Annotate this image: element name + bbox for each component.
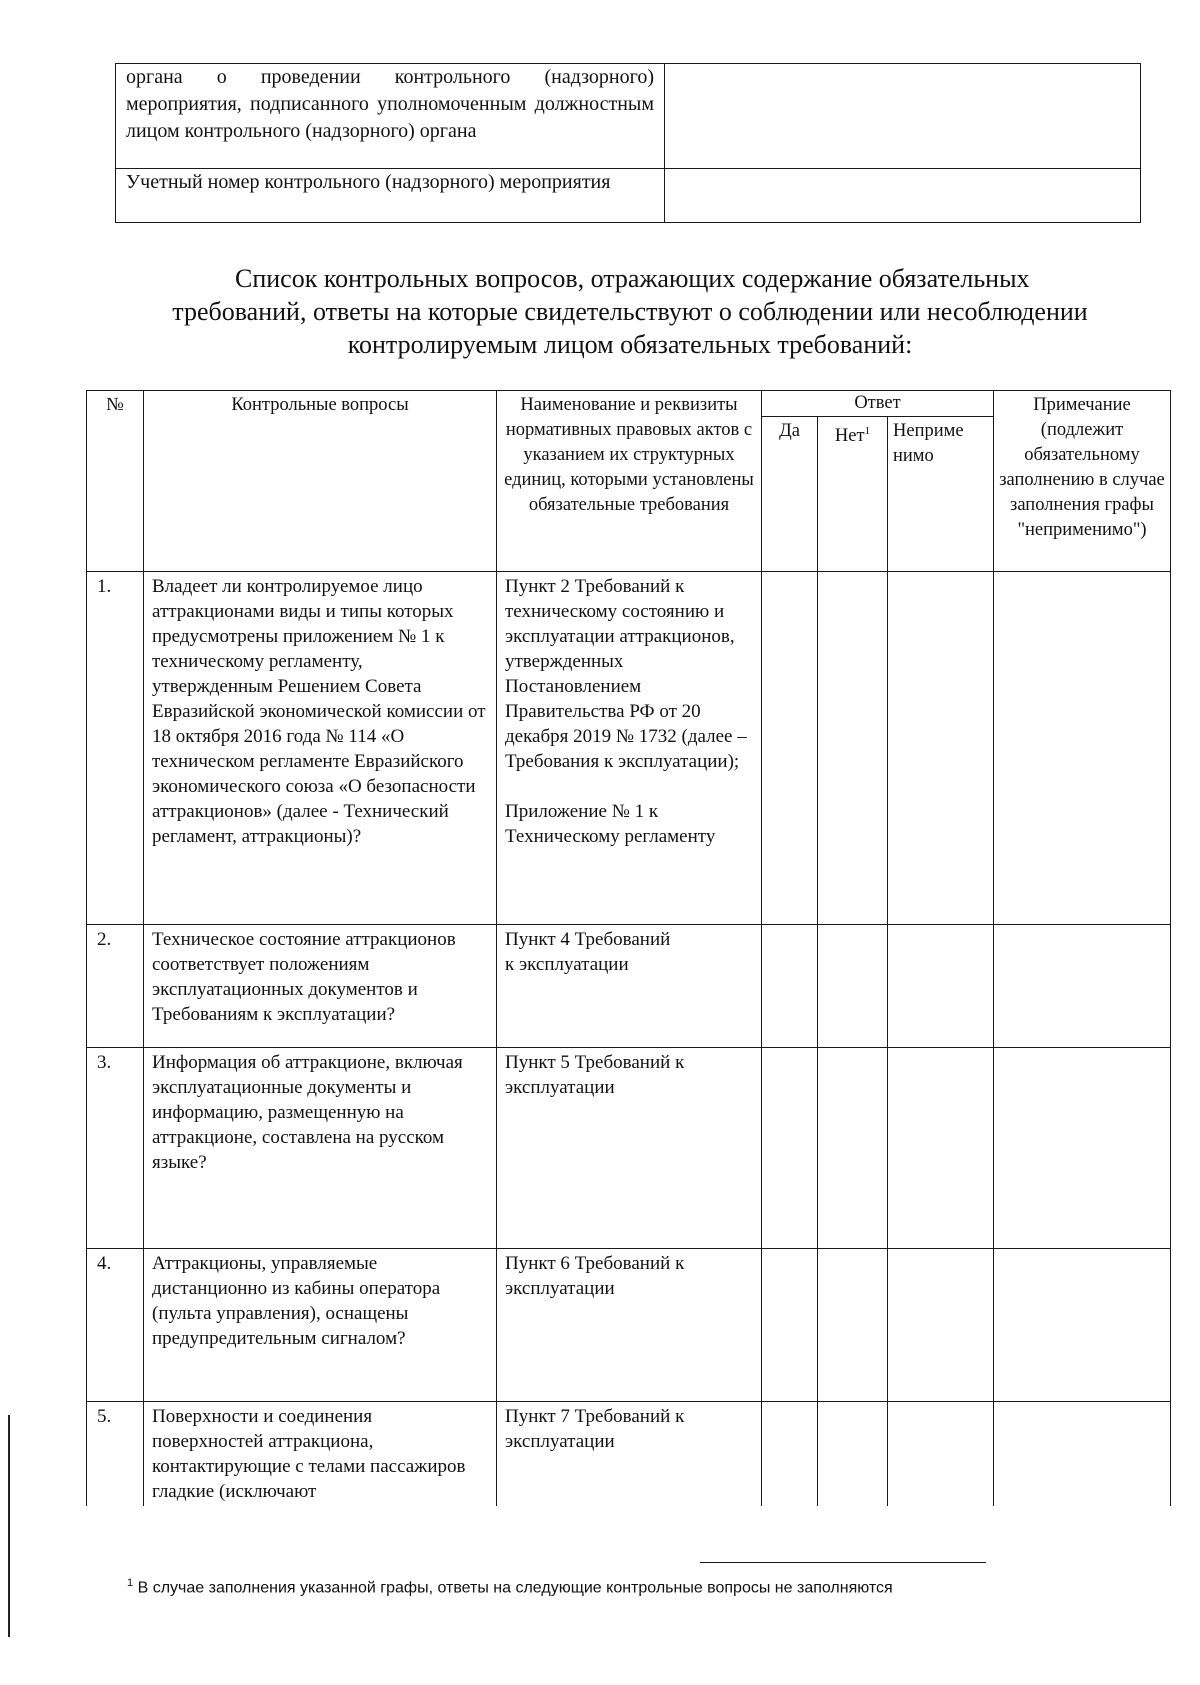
answer-na-cell[interactable] — [888, 572, 994, 925]
row-question: Информация об аттракционе, включая эксплуатационные документы и информацию, размещенную на аттракционе, составлена на русском языке? — [144, 1048, 497, 1249]
table-row — [87, 1402, 1171, 1507]
footnote-ref: 1 — [864, 425, 871, 437]
row-act-text: Пункт 2 Требований к техническому состоянию и эксплуатации аттракционов, утвержденных Постановлением Правительства РФ от 20 декабря 2019 № 1732 (далее – Требования к эксплуатации); — [505, 576, 747, 772]
heading-line: Список контрольных вопросов, отражающих содержание обязательных — [235, 264, 1030, 293]
table-row — [87, 925, 1171, 1048]
top-table-label: Учетный номер контрольного (надзорного) мероприятия — [116, 169, 665, 223]
row-question: Владеет ли контролируемое лицо аттракционами виды и типы которых предусмотрены приложением № 1 к техническому регламенту, утвержденным Решением Совета Евразийской экономической комиссии от 18 октября 2016 года № 114 «О техническом регламенте Евразийского экономического союза «О безопасности аттракционов» (далее - Технический регламент, аттракционы)? — [144, 572, 497, 925]
row-act: Пункт 7 Требований к эксплуатации — [497, 1402, 762, 1507]
footnote-mark: 1 — [127, 1577, 134, 1589]
top-table-row — [116, 64, 1141, 169]
header-acts: Наименование и реквизиты нормативных правовых актов с указанием их структурных единиц, которыми установлены обязательные требования — [497, 391, 762, 572]
table-row — [87, 1249, 1171, 1402]
note-cell[interactable] — [994, 572, 1171, 925]
row-act-text: Приложение № 1 к Техническому регламенту — [505, 801, 716, 847]
section-heading — [110, 262, 1150, 361]
row-number: 3. — [87, 1048, 144, 1249]
scan-edge-mark — [8, 1415, 10, 1637]
footnote — [127, 1577, 893, 1597]
note-cell[interactable] — [994, 1249, 1171, 1402]
answer-no-cell[interactable] — [818, 1048, 888, 1249]
answer-yes-cell[interactable] — [762, 1402, 818, 1507]
heading-line: требований, ответы на которые свидетельствуют о соблюдении или несоблюдении — [172, 297, 1088, 326]
note-cell[interactable] — [994, 1048, 1171, 1249]
top-table-value — [665, 64, 1141, 169]
header-num: № — [87, 391, 144, 572]
header-no-label: Нет — [834, 426, 865, 447]
row-act — [497, 572, 762, 925]
header-yes: Да — [762, 417, 818, 572]
row-number: 2. — [87, 925, 144, 1048]
answer-na-cell[interactable] — [888, 1048, 994, 1249]
header-answer: Ответ — [762, 391, 994, 417]
answer-no-cell[interactable] — [818, 925, 888, 1048]
header-no — [818, 417, 888, 572]
answer-no-cell[interactable] — [818, 1249, 888, 1402]
answer-yes-cell[interactable] — [762, 572, 818, 925]
heading-line: контролируемым лицом обязательных требований: — [347, 330, 913, 359]
row-act: Пункт 5 Требований к эксплуатации — [497, 1048, 762, 1249]
table-header-row — [87, 391, 1171, 417]
top-info-table — [115, 63, 1141, 223]
top-table-row — [116, 169, 1141, 223]
row-question: Поверхности и соединения поверхностей аттракциона, контактирующие с телами пассажиров гладкие (исключают — [144, 1402, 497, 1507]
answer-na-cell[interactable] — [888, 1402, 994, 1507]
answer-na-cell[interactable] — [888, 925, 994, 1048]
row-act: Пункт 6 Требований к эксплуатации — [497, 1249, 762, 1402]
answer-yes-cell[interactable] — [762, 1048, 818, 1249]
answer-yes-cell[interactable] — [762, 925, 818, 1048]
table-row — [87, 1048, 1171, 1249]
header-note: Примечание (подлежит обязательному заполнению в случае заполнения графы "неприменимо") — [994, 391, 1171, 572]
top-table-value — [665, 169, 1141, 223]
row-question: Техническое состояние аттракционов соответствует положениям эксплуатационных документов и Требованиям к эксплуатации? — [144, 925, 497, 1048]
row-number: 1. — [87, 572, 144, 925]
checklist-table — [86, 390, 1171, 1506]
footnote-text: В случае заполнения указанной графы, ответы на следующие контрольные вопросы не заполняются — [137, 1579, 893, 1597]
footnote-divider — [700, 1562, 986, 1563]
answer-no-cell[interactable] — [818, 1402, 888, 1507]
header-na: Неприме нимо — [888, 417, 994, 572]
row-question: Аттракционы, управляемые дистанционно из кабины оператора (пульта управления), оснащены предупредительным сигналом? — [144, 1249, 497, 1402]
answer-yes-cell[interactable] — [762, 1249, 818, 1402]
header-questions: Контрольные вопросы — [144, 391, 497, 572]
row-number: 4. — [87, 1249, 144, 1402]
table-row — [87, 572, 1171, 925]
note-cell[interactable] — [994, 925, 1171, 1048]
row-act: Пункт 4 Требований к эксплуатации — [497, 925, 762, 1048]
answer-no-cell[interactable] — [818, 572, 888, 925]
answer-na-cell[interactable] — [888, 1249, 994, 1402]
row-number: 5. — [87, 1402, 144, 1507]
top-table-label: органа о проведении контрольного (надзорного) мероприятия, подписанного уполномоченным должностным лицом контрольного (надзорного) органа — [116, 64, 665, 169]
note-cell[interactable] — [994, 1402, 1171, 1507]
